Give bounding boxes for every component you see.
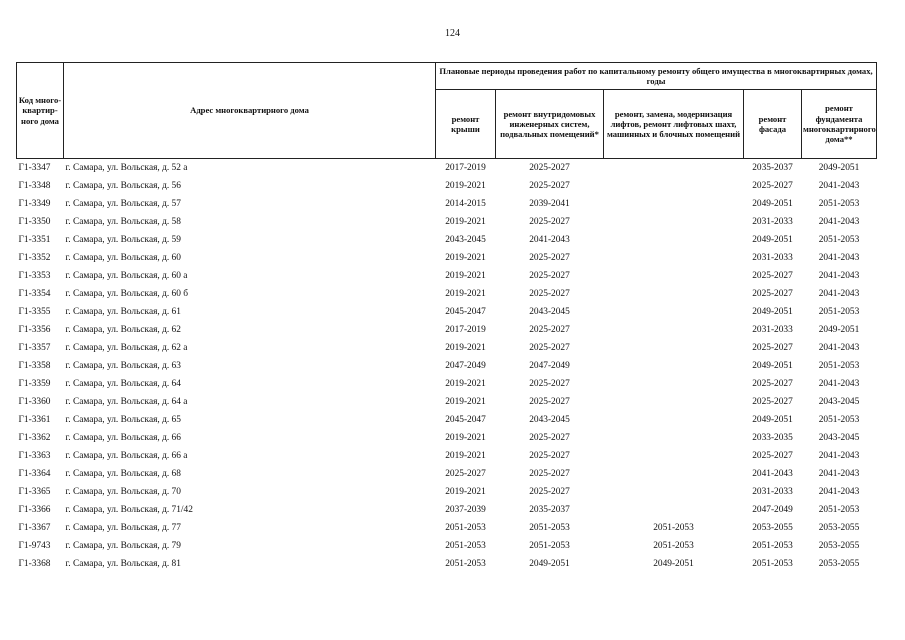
cell-foundation: 2049-2051 (818, 325, 860, 335)
table-row (17, 339, 877, 357)
cell-engineering: 2025-2027 (529, 181, 570, 191)
cell-roof: 2019-2021 (445, 487, 486, 497)
cell-code: Г1-3355 (18, 307, 51, 317)
cell-code: Г1-3361 (18, 415, 51, 425)
cell-facade: 2041-2043 (752, 469, 793, 479)
cell-roof: 2051-2053 (445, 559, 486, 569)
cell-address: г. Самара, ул. Вольская, д. 59 (65, 235, 181, 245)
cell-address: г. Самара, ул. Вольская, д. 62 (65, 325, 181, 335)
cell-engineering: 2025-2027 (529, 217, 570, 227)
cell-roof: 2019-2021 (445, 181, 486, 191)
cell-foundation: 2051-2053 (818, 235, 860, 245)
cell-facade: 2049-2051 (752, 415, 793, 425)
table-row (17, 177, 877, 195)
page-number: 124 (445, 28, 460, 39)
cell-foundation: 2041-2043 (818, 343, 860, 353)
cell-address: г. Самара, ул. Вольская, д. 66 а (65, 451, 188, 461)
cell-foundation: 2041-2043 (818, 181, 860, 191)
cell-lifts (604, 267, 744, 285)
cell-foundation: 2051-2053 (818, 307, 860, 317)
cell-address: г. Самара, ул. Вольская, д. 64 (65, 379, 181, 389)
cell-foundation: 2053-2055 (818, 559, 860, 569)
cell-code: Г1-3347 (17, 159, 64, 178)
table-row (17, 411, 877, 429)
cell-facade: 2049-2051 (752, 361, 793, 371)
cell-lifts (604, 357, 744, 375)
cell-facade: 2035-2037 (744, 159, 802, 178)
cell-engineering: 2039-2041 (529, 199, 570, 209)
cell-facade: 2049-2051 (752, 199, 793, 209)
cell-address: г. Самара, ул. Вольская, д. 57 (65, 199, 181, 209)
cell-address: г. Самара, ул. Вольская, д. 61 (65, 307, 181, 317)
cell-facade: 2051-2053 (752, 541, 793, 551)
cell-code: Г1-3368 (18, 559, 51, 569)
cell-address: г. Самара, ул. Вольская, д. 58 (65, 217, 181, 227)
cell-roof: 2017-2019 (445, 325, 486, 335)
header-address: Адрес многоквартирного дома (64, 63, 436, 159)
cell-engineering: 2025-2027 (496, 159, 604, 178)
cell-address: г. Самара, ул. Вольская, д. 63 (65, 361, 181, 371)
table-row (17, 393, 877, 411)
cell-facade: 2025-2027 (752, 289, 793, 299)
cell-code: Г1-3363 (18, 451, 51, 461)
cell-code: Г1-3358 (18, 361, 51, 371)
cell-code: Г1-3364 (18, 469, 51, 479)
cell-lifts: 2051-2053 (653, 541, 694, 551)
cell-roof: 2045-2047 (445, 415, 486, 425)
cell-facade: 2025-2027 (752, 379, 793, 389)
cell-roof: 2051-2053 (445, 541, 486, 551)
cell-foundation: 2043-2045 (818, 397, 860, 407)
cell-address: г. Самара, ул. Вольская, д. 60 а (65, 271, 188, 281)
cell-engineering: 2035-2037 (529, 505, 570, 515)
cell-foundation: 2051-2053 (818, 361, 860, 371)
table-row (17, 537, 877, 555)
cell-roof: 2019-2021 (445, 289, 486, 299)
cell-engineering: 2025-2027 (529, 451, 570, 461)
cell-code: Г1-3354 (18, 289, 51, 299)
table-header (17, 63, 877, 159)
cell-address: г. Самара, ул. Вольская, д. 56 (65, 181, 181, 191)
cell-lifts (604, 213, 744, 231)
table-row (17, 159, 877, 178)
cell-engineering: 2025-2027 (529, 397, 570, 407)
table-row (17, 285, 877, 303)
cell-foundation: 2051-2053 (818, 415, 860, 425)
cell-foundation: 2053-2055 (818, 541, 860, 551)
cell-engineering: 2043-2045 (529, 415, 570, 425)
table-row (17, 231, 877, 249)
cell-foundation: 2041-2043 (818, 487, 860, 497)
cell-lifts (604, 321, 744, 339)
cell-engineering: 2025-2027 (529, 271, 570, 281)
table-row (17, 429, 877, 447)
cell-address: г. Самара, ул. Вольская, д. 60 (65, 253, 181, 263)
cell-foundation: 2051-2053 (818, 199, 860, 209)
cell-address: г. Самара, ул. Вольская, д. 66 (65, 433, 181, 443)
cell-address: г. Самара, ул. Вольская, д. 81 (65, 559, 181, 569)
table-row (17, 501, 877, 519)
cell-lifts: 2051-2053 (653, 523, 694, 533)
cell-foundation: 2041-2043 (818, 379, 860, 389)
cell-address: г. Самара, ул. Вольская, д. 77 (65, 523, 181, 533)
cell-foundation: 2041-2043 (818, 253, 860, 263)
cell-roof: 2019-2021 (445, 433, 486, 443)
cell-facade: 2025-2027 (752, 397, 793, 407)
header-lifts: ремонт, замена, модернизация лифтов, ремонт лифтовых шахт, машинных и блочных помещений (604, 90, 744, 159)
cell-address: г. Самара, ул. Вольская, д. 71/42 (65, 505, 193, 515)
cell-facade: 2053-2055 (752, 523, 793, 533)
cell-foundation: 2041-2043 (818, 451, 860, 461)
table-row (17, 357, 877, 375)
cell-facade: 2031-2033 (752, 217, 793, 227)
cell-address: г. Самара, ул. Вольская, д. 62 а (65, 343, 188, 353)
header-roof: ремонт крыши (436, 90, 496, 159)
table-row (17, 465, 877, 483)
cell-address: г. Самара, ул. Вольская, д. 65 (65, 415, 181, 425)
cell-address: г. Самара, ул. Вольская, д. 79 (65, 541, 181, 551)
cell-roof: 2019-2021 (445, 397, 486, 407)
cell-lifts (604, 285, 744, 303)
cell-engineering: 2043-2045 (529, 307, 570, 317)
cell-foundation: 2041-2043 (818, 289, 860, 299)
header-planned-periods: Плановые периоды проведения работ по капитальному ремонту общего имущества в многоквартирных домах, годы (436, 63, 877, 90)
cell-roof: 2019-2021 (445, 379, 486, 389)
cell-foundation: 2053-2055 (818, 523, 860, 533)
cell-engineering: 2051-2053 (529, 541, 570, 551)
table-row (17, 213, 877, 231)
cell-roof: 2051-2053 (445, 523, 486, 533)
cell-facade: 2025-2027 (752, 343, 793, 353)
cell-facade: 2025-2027 (752, 451, 793, 461)
cell-lifts (604, 411, 744, 429)
cell-roof: 2019-2021 (445, 217, 486, 227)
cell-engineering: 2051-2053 (529, 523, 570, 533)
cell-address: г. Самара, ул. Вольская, д. 60 б (65, 289, 189, 299)
table-row (17, 375, 877, 393)
cell-engineering: 2025-2027 (529, 325, 570, 335)
table-row (17, 267, 877, 285)
cell-foundation: 2051-2053 (818, 505, 860, 515)
cell-facade: 2031-2033 (752, 325, 793, 335)
cell-facade: 2033-2035 (752, 433, 793, 443)
header-foundation: ремонт фундамента многоквартирного дома** (802, 90, 877, 159)
cell-foundation: 2049-2051 (802, 159, 877, 178)
cell-code: Г1-9743 (18, 541, 51, 551)
header-code: Код много-квартир-ного дома (17, 63, 64, 159)
cell-facade: 2047-2049 (752, 505, 793, 515)
cell-code: Г1-3366 (18, 505, 51, 515)
table-row (17, 321, 877, 339)
cell-code: Г1-3348 (18, 181, 51, 191)
table-row (17, 195, 877, 213)
cell-lifts (604, 429, 744, 447)
cell-lifts (604, 303, 744, 321)
cell-lifts (604, 177, 744, 195)
cell-engineering: 2025-2027 (529, 343, 570, 353)
cell-roof: 2019-2021 (445, 253, 486, 263)
table-body (17, 159, 877, 574)
cell-lifts (604, 393, 744, 411)
cell-address: г. Самара, ул. Вольская, д. 52 а (64, 159, 436, 178)
cell-facade: 2031-2033 (752, 487, 793, 497)
cell-roof: 2037-2039 (445, 505, 486, 515)
cell-lifts (604, 249, 744, 267)
cell-address: г. Самара, ул. Вольская, д. 64 а (65, 397, 188, 407)
cell-code: Г1-3353 (18, 271, 51, 281)
cell-lifts (604, 501, 744, 519)
cell-engineering: 2047-2049 (529, 361, 570, 371)
cell-lifts (604, 159, 744, 178)
cell-code: Г1-3356 (18, 325, 51, 335)
cell-lifts (604, 447, 744, 465)
cell-engineering: 2025-2027 (529, 487, 570, 497)
cell-code: Г1-3360 (18, 397, 51, 407)
table-row (17, 303, 877, 321)
cell-lifts (604, 483, 744, 501)
table-row (17, 555, 877, 573)
cell-lifts (604, 339, 744, 357)
cell-facade: 2025-2027 (752, 271, 793, 281)
cell-roof: 2045-2047 (445, 307, 486, 317)
cell-roof: 2025-2027 (445, 469, 486, 479)
cell-engineering: 2025-2027 (529, 253, 570, 263)
header-engineering: ремонт внутридомовых инженерных систем, подвальных помещений* (496, 90, 604, 159)
cell-lifts (604, 465, 744, 483)
cell-lifts (604, 375, 744, 393)
cell-code: Г1-3357 (18, 343, 51, 353)
cell-lifts (604, 231, 744, 249)
cell-facade: 2031-2033 (752, 253, 793, 263)
cell-foundation: 2043-2045 (818, 433, 860, 443)
cell-code: Г1-3367 (18, 523, 51, 533)
cell-code: Г1-3362 (18, 433, 51, 443)
cell-engineering: 2049-2051 (529, 559, 570, 569)
table-row (17, 519, 877, 537)
table-row (17, 483, 877, 501)
cell-roof: 2019-2021 (445, 451, 486, 461)
cell-code: Г1-3359 (18, 379, 51, 389)
cell-code: Г1-3351 (18, 235, 51, 245)
cell-roof: 2019-2021 (445, 271, 486, 281)
cell-engineering: 2025-2027 (529, 289, 570, 299)
cell-foundation: 2041-2043 (818, 271, 860, 281)
cell-roof: 2014-2015 (445, 199, 486, 209)
cell-roof: 2017-2019 (436, 159, 496, 178)
table-row (17, 447, 877, 465)
cell-foundation: 2041-2043 (818, 217, 860, 227)
cell-engineering: 2025-2027 (529, 433, 570, 443)
cell-address: г. Самара, ул. Вольская, д. 70 (65, 487, 181, 497)
cell-facade: 2025-2027 (752, 181, 793, 191)
cell-facade: 2049-2051 (752, 307, 793, 317)
cell-facade: 2051-2053 (752, 559, 793, 569)
cell-code: Г1-3365 (18, 487, 51, 497)
cell-code: Г1-3352 (18, 253, 51, 263)
cell-engineering: 2025-2027 (529, 379, 570, 389)
header-facade: ремонт фасада (744, 90, 802, 159)
capital-repair-table (16, 62, 877, 573)
cell-lifts: 2049-2051 (653, 559, 694, 569)
cell-engineering: 2025-2027 (529, 469, 570, 479)
cell-code: Г1-3350 (18, 217, 51, 227)
cell-roof: 2047-2049 (445, 361, 486, 371)
cell-address: г. Самара, ул. Вольская, д. 68 (65, 469, 181, 479)
cell-code: Г1-3349 (18, 199, 51, 209)
cell-facade: 2049-2051 (752, 235, 793, 245)
cell-foundation: 2041-2043 (818, 469, 860, 479)
table-row (17, 249, 877, 267)
cell-roof: 2019-2021 (445, 343, 486, 353)
cell-lifts (604, 195, 744, 213)
cell-engineering: 2041-2043 (529, 235, 570, 245)
cell-roof: 2043-2045 (445, 235, 486, 245)
